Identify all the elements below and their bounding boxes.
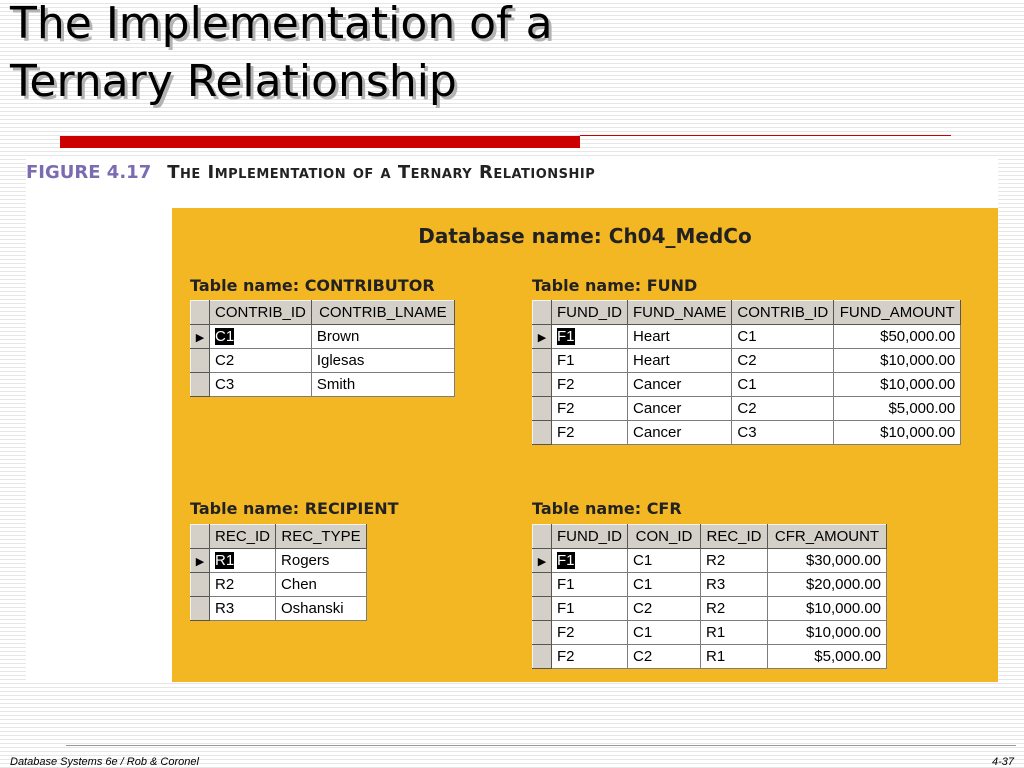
column-header[interactable]: FUND_ID	[552, 301, 628, 325]
table-cell[interactable]	[552, 325, 628, 349]
table-cell[interactable]: Brown	[311, 325, 454, 349]
table-cell[interactable]: Cancer	[628, 397, 732, 421]
selected-cell-value[interactable]: R1	[215, 552, 235, 569]
table-row[interactable]	[533, 421, 961, 445]
table-cell[interactable]: C2	[628, 645, 701, 669]
column-header[interactable]: REC_ID	[701, 525, 768, 549]
column-header[interactable]: FUND_ID	[552, 525, 628, 549]
row-selector[interactable]	[533, 421, 552, 445]
row-selector[interactable]	[191, 373, 210, 397]
table-cell[interactable]: R2	[701, 597, 768, 621]
table-cell[interactable]: C1	[628, 621, 701, 645]
row-selector-header	[533, 301, 552, 325]
table-row[interactable]	[191, 573, 367, 597]
table-cell[interactable]: R2	[210, 573, 276, 597]
table-cell[interactable]: R1	[701, 621, 768, 645]
current-row-arrow-icon: ▶	[537, 556, 547, 568]
table-cell[interactable]: $10,000.00	[834, 349, 961, 373]
current-row-arrow-icon: ▶	[195, 556, 205, 568]
slide-title-line-1: The Implementation of a	[10, 0, 553, 49]
table-row[interactable]	[533, 573, 887, 597]
table-cell[interactable]: $10,000.00	[768, 597, 887, 621]
table-row[interactable]	[533, 397, 961, 421]
table-cell[interactable]: C1	[628, 573, 701, 597]
table-cell[interactable]: C2	[210, 349, 312, 373]
row-selector[interactable]	[533, 325, 552, 349]
title-rule-thick	[60, 136, 580, 148]
row-selector[interactable]	[533, 597, 552, 621]
figure-title: The Implementation of a Ternary Relationship	[167, 162, 596, 183]
column-header[interactable]: CONTRIB_LNAME	[311, 301, 454, 325]
table-cell[interactable]	[552, 549, 628, 573]
footer-source: Database Systems 6e / Rob & Coronel	[10, 756, 199, 768]
table-cell[interactable]: $20,000.00	[768, 573, 887, 597]
row-selector[interactable]	[533, 373, 552, 397]
table-cell[interactable]: $10,000.00	[834, 421, 961, 445]
row-selector[interactable]	[533, 645, 552, 669]
row-selector[interactable]	[191, 597, 210, 621]
figure-number: FIGURE 4.17	[26, 162, 152, 183]
row-selector-header	[533, 525, 552, 549]
title-rule-thin	[580, 135, 951, 136]
table-row[interactable]	[533, 549, 887, 573]
row-selector-header	[191, 301, 210, 325]
column-header[interactable]: CFR_AMOUNT	[768, 525, 887, 549]
table-row[interactable]	[191, 349, 455, 373]
table-cell[interactable]: $5,000.00	[834, 397, 961, 421]
table-cell[interactable]: C1	[732, 325, 834, 349]
table-cell[interactable]: R1	[701, 645, 768, 669]
row-selector[interactable]	[191, 349, 210, 373]
recipient-table-label: Table name: RECIPIENT	[190, 499, 399, 518]
row-selector-header	[191, 525, 210, 549]
table-cell[interactable]: R3	[701, 573, 768, 597]
table-cell[interactable]: R3	[210, 597, 276, 621]
table-row[interactable]	[533, 349, 961, 373]
table-cell[interactable]: C2	[628, 597, 701, 621]
table-cell[interactable]: $10,000.00	[768, 621, 887, 645]
table-cell[interactable]: C3	[732, 421, 834, 445]
table-cell[interactable]: C1	[628, 549, 701, 573]
table-row[interactable]	[533, 325, 961, 349]
row-selector[interactable]	[533, 621, 552, 645]
table-cell[interactable]: F1	[552, 349, 628, 373]
database-panel	[172, 208, 998, 682]
table-cell[interactable]: $50,000.00	[834, 325, 961, 349]
row-selector[interactable]	[191, 573, 210, 597]
database-name: Database name: Ch04_MedCo	[418, 224, 752, 248]
contributor-table-label: Table name: CONTRIBUTOR	[190, 276, 435, 295]
selected-cell-value[interactable]: F1	[557, 552, 575, 569]
table-cell[interactable]: $10,000.00	[834, 373, 961, 397]
column-header[interactable]: FUND_NAME	[628, 301, 732, 325]
table-cell[interactable]: R2	[701, 549, 768, 573]
table-cell[interactable]: F2	[552, 645, 628, 669]
table-cell[interactable]: Oshanski	[276, 597, 367, 621]
row-selector[interactable]	[533, 397, 552, 421]
table-row[interactable]	[191, 549, 367, 573]
column-header[interactable]: REC_TYPE	[276, 525, 367, 549]
table-row[interactable]	[533, 645, 887, 669]
current-row-arrow-icon: ▶	[537, 332, 547, 344]
table-cell[interactable]: F1	[552, 573, 628, 597]
figure-caption	[26, 158, 998, 204]
table-cell[interactable]: $30,000.00	[768, 549, 887, 573]
row-selector[interactable]	[533, 549, 552, 573]
table-row[interactable]	[191, 325, 455, 349]
table-row[interactable]	[533, 621, 887, 645]
fund-table	[532, 300, 961, 445]
column-header[interactable]: CON_ID	[628, 525, 701, 549]
table-row[interactable]	[191, 597, 367, 621]
table-cell[interactable]: Smith	[311, 373, 454, 397]
column-header[interactable]: CONTRIB_ID	[210, 301, 312, 325]
table-cell[interactable]: Cancer	[628, 373, 732, 397]
table-cell[interactable]: F2	[552, 397, 628, 421]
table-row[interactable]	[533, 597, 887, 621]
table-row[interactable]	[533, 373, 961, 397]
table-cell[interactable]: Heart	[628, 325, 732, 349]
fund-table-label: Table name: FUND	[532, 276, 698, 295]
table-cell[interactable]: F2	[552, 621, 628, 645]
current-row-arrow-icon: ▶	[195, 332, 205, 344]
table-cell[interactable]: Rogers	[276, 549, 367, 573]
recipient-table	[190, 524, 367, 621]
table-cell[interactable]: $5,000.00	[768, 645, 887, 669]
column-header[interactable]: FUND_AMOUNT	[834, 301, 961, 325]
table-row[interactable]	[191, 373, 455, 397]
table-cell[interactable]: C3	[210, 373, 312, 397]
table-cell[interactable]: F1	[552, 597, 628, 621]
row-selector[interactable]	[191, 325, 210, 349]
table-cell[interactable]: Cancer	[628, 421, 732, 445]
table-cell[interactable]: C2	[732, 349, 834, 373]
selected-cell-value[interactable]: C1	[215, 328, 235, 345]
column-header[interactable]: CONTRIB_ID	[732, 301, 834, 325]
column-header[interactable]: REC_ID	[210, 525, 276, 549]
selected-cell-value[interactable]: F1	[557, 328, 575, 345]
cfr-table-label: Table name: CFR	[532, 499, 682, 518]
table-cell[interactable]: Iglesas	[311, 349, 454, 373]
slide-title-line-2: Ternary Relationship	[10, 56, 457, 107]
contributor-table	[190, 300, 455, 397]
cfr-table	[532, 524, 887, 669]
table-cell[interactable]: C1	[732, 373, 834, 397]
row-selector[interactable]	[191, 549, 210, 573]
row-selector[interactable]	[533, 573, 552, 597]
table-cell[interactable]: Chen	[276, 573, 367, 597]
table-cell[interactable]	[210, 325, 312, 349]
table-cell[interactable]: F2	[552, 421, 628, 445]
table-cell[interactable]: Heart	[628, 349, 732, 373]
footer-rule	[66, 745, 1016, 746]
row-selector[interactable]	[533, 349, 552, 373]
table-cell[interactable]: C2	[732, 397, 834, 421]
table-cell[interactable]: F2	[552, 373, 628, 397]
table-cell[interactable]	[210, 549, 276, 573]
slide-number: 4-37	[991, 756, 1014, 768]
